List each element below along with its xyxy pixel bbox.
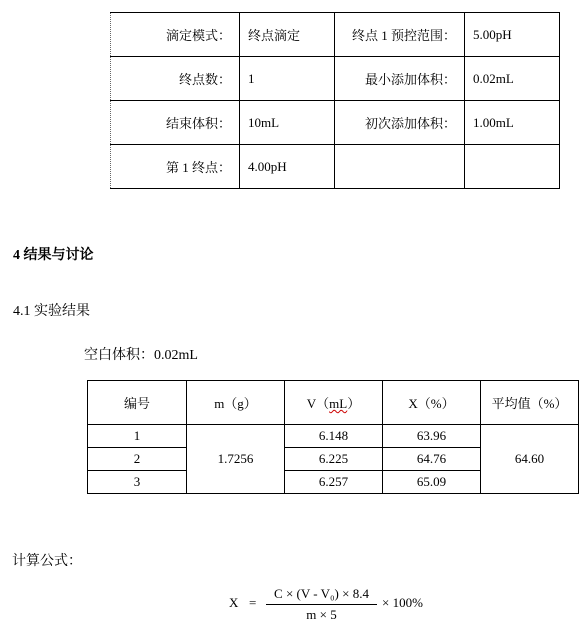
- sample-number: 2: [88, 448, 187, 471]
- column-header: X（%）: [383, 381, 481, 425]
- param-value: 终点滴定: [240, 13, 335, 57]
- param-label: 初次添加体积：: [335, 101, 465, 145]
- column-header: 平均值（%）: [481, 381, 579, 425]
- volume-cell: 6.225: [285, 448, 383, 471]
- column-header-text: V（mL）: [306, 396, 361, 411]
- spellcheck-mark: mL: [329, 396, 348, 411]
- sample-number: 1: [88, 425, 187, 448]
- formula-fraction: [266, 584, 377, 624]
- column-header: [285, 381, 383, 425]
- param-value: 4.00pH: [240, 145, 335, 189]
- table-row: [111, 13, 560, 57]
- param-label: 滴定模式：: [111, 13, 240, 57]
- param-value: [465, 145, 560, 189]
- formula-denominator: m × 5: [306, 607, 337, 622]
- titration-parameters-table: [110, 12, 560, 189]
- subsection-heading: 4.1 实验结果: [13, 304, 90, 319]
- fraction-bar: [266, 604, 377, 605]
- param-value: 0.02mL: [465, 57, 560, 101]
- mass-cell: 1.7256: [187, 425, 285, 494]
- table-row: [111, 57, 560, 101]
- formula-tail: × 100%: [382, 595, 423, 610]
- param-label: 最小添加体积：: [335, 57, 465, 101]
- volume-cell: 6.148: [285, 425, 383, 448]
- param-value: 1.00mL: [465, 101, 560, 145]
- param-value: 1: [240, 57, 335, 101]
- content-cell: 64.76: [383, 448, 481, 471]
- param-label: [335, 145, 465, 189]
- column-header: 编号: [88, 381, 187, 425]
- formula-lhs: X: [229, 595, 239, 610]
- table-header-row: [88, 381, 579, 425]
- table-row: [111, 145, 560, 189]
- average-cell: 64.60: [481, 425, 579, 494]
- formula-equals: =: [249, 595, 257, 610]
- formula-numerator: C × (V - V₀) × 8.4: [274, 586, 369, 601]
- param-label: 结束体积：: [111, 101, 240, 145]
- param-label: 终点 1 预控范围：: [335, 13, 465, 57]
- table-row: [88, 425, 579, 448]
- results-table: [87, 380, 579, 494]
- param-value: 10mL: [240, 101, 335, 145]
- section-heading: 4 结果与讨论: [13, 248, 94, 263]
- volume-cell: 6.257: [285, 471, 383, 494]
- formula-label: 计算公式：: [12, 554, 82, 569]
- blank-volume-text: 空白体积：0.02mL: [84, 348, 198, 363]
- param-label: 终点数：: [111, 57, 240, 101]
- param-label: 第 1 终点：: [111, 145, 240, 189]
- table-row: [111, 101, 560, 145]
- content-cell: 65.09: [383, 471, 481, 494]
- sample-number: 3: [88, 471, 187, 494]
- column-header: m（g）: [187, 381, 285, 425]
- content-cell: 63.96: [383, 425, 481, 448]
- param-value: 5.00pH: [465, 13, 560, 57]
